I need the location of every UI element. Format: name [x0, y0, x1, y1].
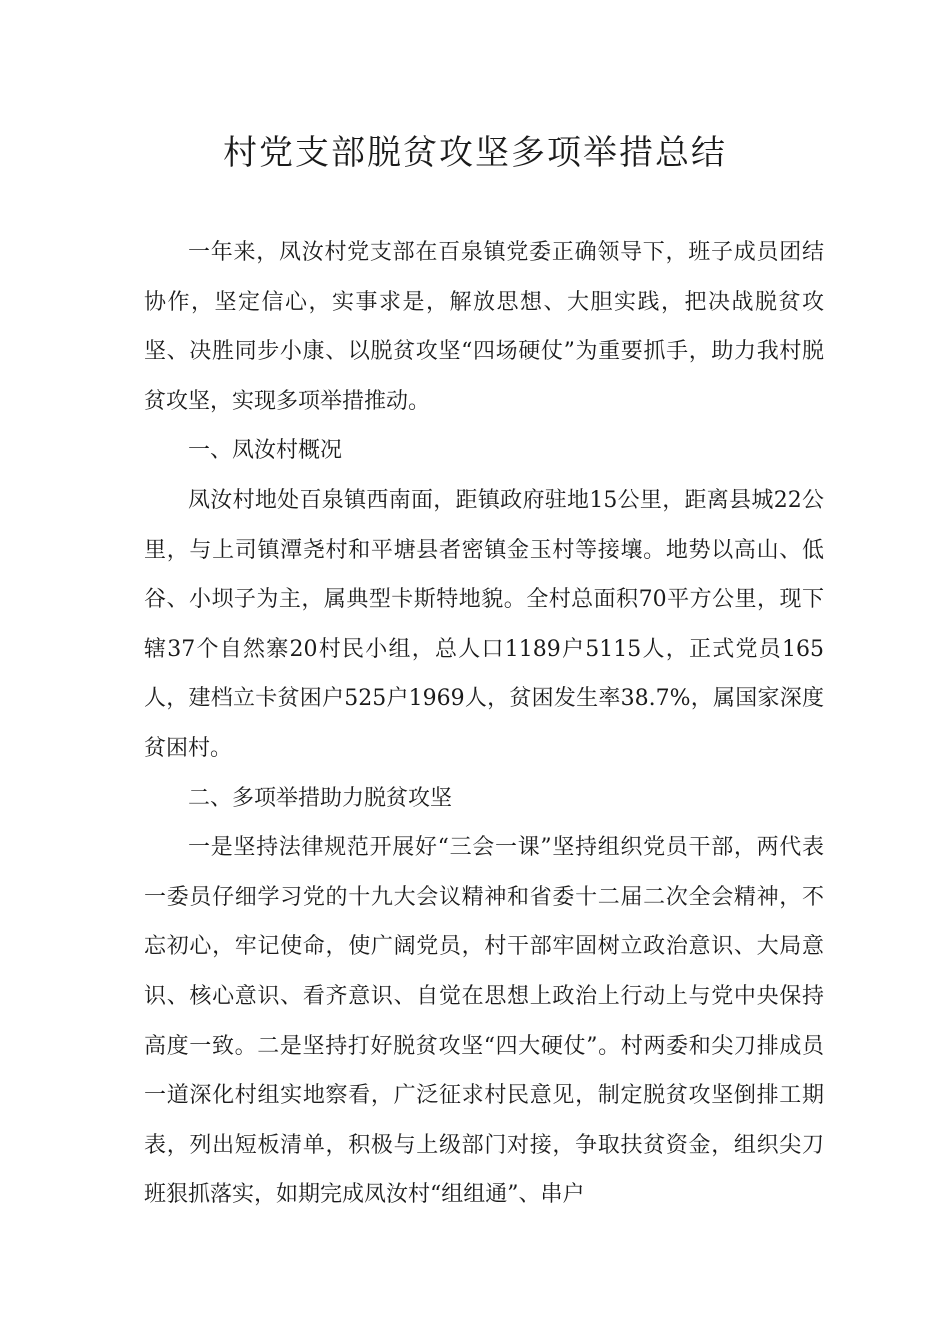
overview-paragraph: 凤汝村地处百泉镇西南面，距镇政府驻地15公里，距离县城22公里，与上司镇潭尧村和平塘县者密镇金玉村等接壤。地势以高山、低谷、小坝子为主，属典型卡斯特地貌。全村总面积70平方公里，现下辖37个自然寨20村民小组，总人口1189户5115人，正式党员165人，建档立卡贫困户525户1969人，贫困发生率38.7%，属国家深度贫困村。 [144, 487, 824, 761]
section-heading-measures: 二、多项举措助力脱贫攻坚 [188, 785, 453, 811]
document-body [144, 228, 824, 1220]
document-title: 村党支部脱贫攻坚多项举措总结 [223, 133, 727, 173]
section-heading-overview: 一、凤汝村概况 [188, 438, 343, 464]
intro-paragraph: 一年来，凤汝村党支部在百泉镇党委正确领导下，班子成员团结协作，坚定信心，实事求是，解放思想、大胆实践，把决战脱贫攻坚、决胜同步小康、以脱贫攻坚“四场硬仗”为重要抓手，助力我村脱贫攻坚，实现多项举措推动。 [144, 240, 824, 414]
measures-paragraph: 一是坚持法律规范开展好“三会一课”坚持组织党员干部，两代表一委员仔细学习党的十九大会议精神和省委十二届二次全会精神，不忘初心，牢记使命，使广阔党员，村干部牢固树立政治意识、大局意识、核心意识、看齐意识、自觉在思想上政治上行动上与党中央保持高度一致。二是坚持打好脱贫攻坚“四大硬仗”。村两委和尖刀排成员一道深化村组实地察看，广泛征求村民意见，制定脱贫攻坚倒排工期表，列出短板清单，积极与上级部门对接，争取扶贫资金，组织尖刀班狠抓落实，如期完成凤汝村“组组通”、串户 [144, 835, 824, 1208]
